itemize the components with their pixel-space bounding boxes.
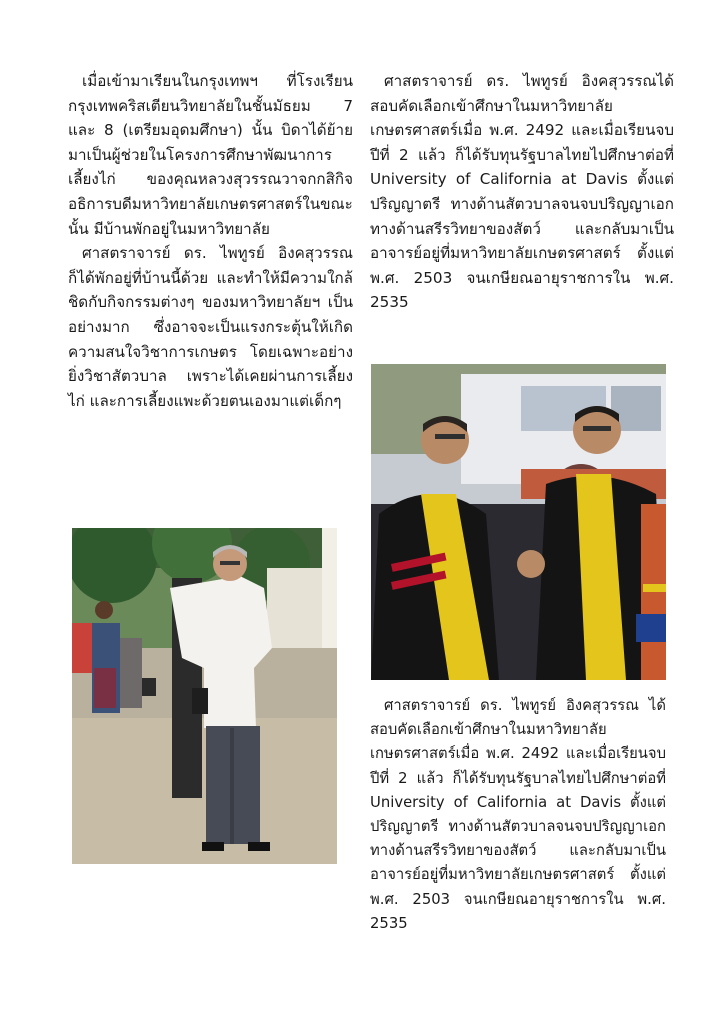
walking-man-illustration	[72, 528, 337, 864]
right-paragraph: ศาสตราจารย์ ดร. ไพทูรย์ อิงคสุวรรณได้สอบคัดเลือกเข้าศึกษาในมหาวิทยาลัยเกษตรศาสตร์เมื่อ พ.ศ. 2492 และเมื่อเรียนจบปีที่ 2 แล้ว ก็ได้รับทุนรัฐบาลไทยไปศึกษาต่อที่ University of California at Davis ตั้งแต่ปริญญาตรี ทางด้านสัตวบาลจนจบปริญญาเอกทางด้านสรีรวิทยาของสัตว์ และกลับมาเป็นอาจารย์อยู่ที่มหาวิทยาลัยเกษตรศาสตร์ ตั้งแต่ พ.ศ. 2503 จนเกษียณอายุราชการใน พ.ศ. 2535	[370, 72, 674, 312]
right-column-text	[370, 69, 674, 315]
graduation-illustration	[371, 364, 666, 680]
caption-text: ศาสตราจารย์ ดร. ไพทูรย์ อิงคสุวรรณ ได้สอบคัดเลือกเข้าศึกษาในมหาวิทยาลัยเกษตรศาสตร์เมื่อ พ.ศ. 2492 และเมื่อเรียนจบปีที่ 2 แล้ว ก็ได้รับทุนรัฐบาลไทยไปศึกษาต่อที่ University of California at Davis ตั้งแต่ปริญญาตรี ทางด้านสัตวบาลจนจบปริญญาเอกทางด้านสรีรวิทยาของสัตว์ และกลับมาเป็นอาจารย์อยู่ที่มหาวิทยาลัยเกษตรศาสตร์ ตั้งแต่ พ.ศ. 2503 จนเกษียณอายุราชการใน พ.ศ. 2535	[370, 697, 666, 932]
left-paragraph-2: ศาสตราจารย์ ดร. ไพทูรย์ อิงคสุวรรณก็ได้พักอยู่ที่บ้านนี้ด้วย และทำให้มีความใกล้ชิดกับกิจกรรมต่างๆ ของมหาวิทยาลัยฯ เป็นอย่างมาก ซึ่งอาจจะเป็นแรงกระตุ้นให้เกิดความสนใจวิชาการเกษตร โดยเฉพาะอย่างยิ่งวิชาสัตวบาล เพราะได้เคยผ่านการเลี้ยงไก่ และการเลี้ยงแพะด้วยตนเองมาแต่เด็กๆ	[68, 244, 353, 410]
photo-caption	[370, 694, 666, 936]
left-column-text	[68, 69, 353, 413]
graduation-photo	[371, 364, 666, 680]
left-paragraph-1: เมื่อเข้ามาเรียนในกรุงเทพฯ ที่โรงเรียนกรุงเทพคริสเตียนวิทยาลัยในชั้นมัธยม 7 และ 8 (เตรียมอุดมศึกษา) นั้น บิดาได้ย้ายมาเป็นผู้ช่วยในโครงการศึกษาพัฒนาการเลี้ยงไก่ ของคุณหลวงสุวรรณวาจกกสิกิจ อธิการบดีมหาวิทยาลัยเกษตรศาสตร์ในขณะนั้น มีบ้านพักอยู่ในมหาวิทยาลัย	[68, 72, 353, 238]
walking-man-photo	[72, 528, 337, 864]
